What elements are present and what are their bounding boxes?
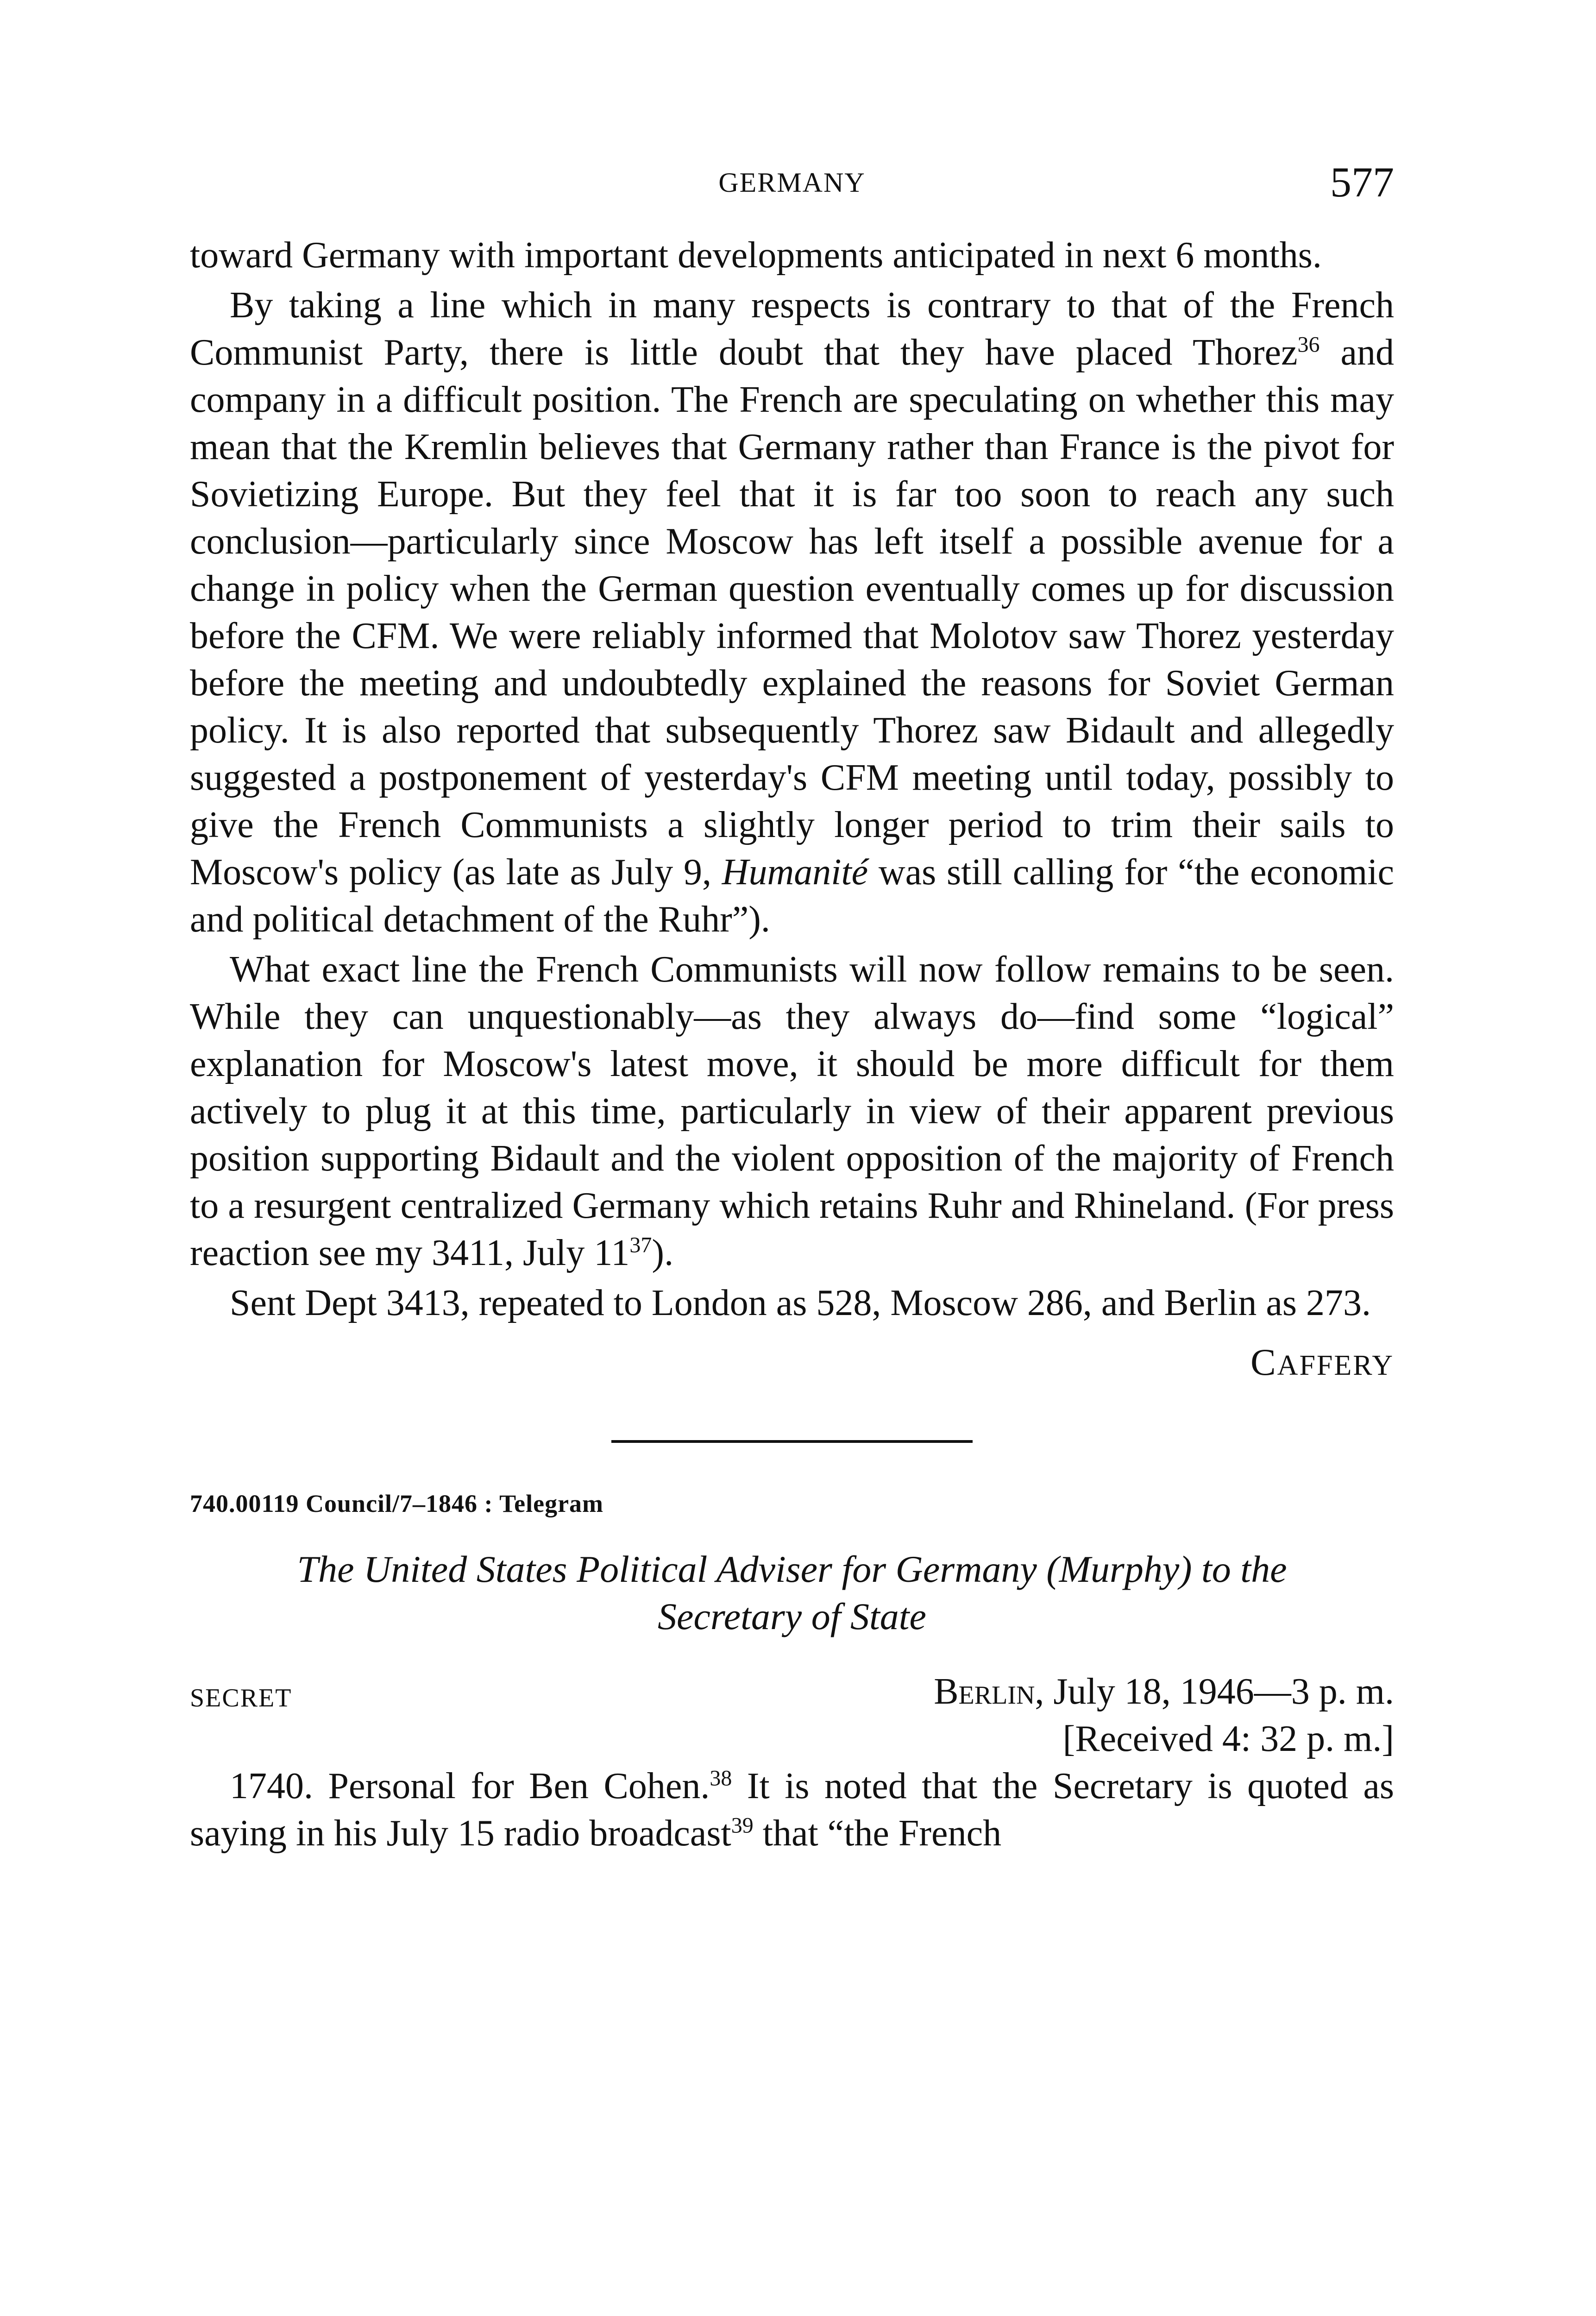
classification: SECRET xyxy=(190,1684,292,1712)
page-header xyxy=(190,157,1394,213)
dateline xyxy=(190,1668,1394,1761)
paragraph-3 xyxy=(190,946,1394,1277)
received-time: [Received 4: 32 p. m.] xyxy=(1062,1718,1394,1759)
document-title xyxy=(190,1546,1394,1640)
footnote-ref-39: 39 xyxy=(731,1813,754,1838)
paragraph-2-part-b: and company in a difficult position. The French are speculating on whether this may mean that the Kremlin believes that Germany rather than France is the pivot for Sovietizing Europe. But they feel that it is far too soon to reach any such conclusion—particularly since Moscow has left itself a possible avenue for a change in policy when the German question eventually comes up for discussion before the CFM. We were reliably informed that Molotov saw Thorez yesterday before the meeting and undoubtedly explained the reasons for Soviet German policy. It is also reported that subsequently Thorez saw Bidault and allegedly suggested a postponement of yesterday's CFM meeting until today, possibly to give the French Communists a slightly longer period to trim their sails to Moscow's policy (as late as July 9, xyxy=(190,332,1395,893)
paragraph-5-part-b: It is noted that the Secretary is quoted as saying in his July 15 radio broadcast xyxy=(190,1766,1394,1854)
footnote-ref-36: 36 xyxy=(1297,332,1320,357)
paragraph-5-part-c: that “the French xyxy=(753,1813,1002,1854)
paragraph-3-part-a: What exact line the French Communists will now follow remains to be seen. While they can unquestionably—as they always do—find some “logical” explanation for Moscow's latest move, it should be more difficult for them actively to plug it at this time, particularly in view of their apparent previous position supporting Bidault and the violent opposition of the majority of French to a resurgent centralized Germany which retains Ruhr and Rhineland. (For press reaction see my 3411, July 11 xyxy=(190,949,1394,1273)
paragraph-2-part-c: was still calling for “the economic and political detachment of the Ruhr”). xyxy=(190,852,1394,940)
paragraph-5 xyxy=(190,1762,1394,1857)
body-text xyxy=(190,232,1394,1860)
page-number: 577 xyxy=(1330,158,1394,206)
place-date xyxy=(934,1668,1394,1715)
section-divider xyxy=(611,1440,973,1443)
place: Berlin, xyxy=(934,1671,1044,1712)
document-title-line-2: Secretary of State xyxy=(658,1595,926,1637)
footnote-ref-37: 37 xyxy=(629,1233,652,1258)
paragraph-5-part-a: 1740. Personal for Ben Cohen. xyxy=(230,1766,710,1806)
paragraph-2-part-a: By taking a line which in many respects is contrary to that of the French Communist Party, there is little doubt that they have placed Thorez xyxy=(190,285,1394,373)
signature-initial: C xyxy=(1250,1341,1277,1383)
paragraph-3-part-b: ). xyxy=(652,1233,674,1273)
document-title-line-1: The United States Political Adviser for Germany (Murphy) to the xyxy=(297,1548,1287,1590)
paragraph-1: toward Germany with important developments anticipated in next 6 months. xyxy=(190,235,1322,276)
paragraph-4: Sent Dept 3413, repeated to London as 528, Moscow 286, and Berlin as 273. xyxy=(230,1283,1371,1323)
paragraph-2 xyxy=(190,282,1394,943)
footnote-ref-38: 38 xyxy=(710,1766,732,1791)
running-head: GERMANY xyxy=(718,167,866,198)
date: July 18, 1946—3 p. m. xyxy=(1044,1671,1394,1712)
newspaper-title: Humanité xyxy=(722,852,868,893)
signature-rest: AFFERY xyxy=(1277,1350,1394,1381)
document-reference: 740.00119 Council/7–1846 : Telegram xyxy=(190,1490,604,1517)
signature xyxy=(190,1339,1394,1389)
